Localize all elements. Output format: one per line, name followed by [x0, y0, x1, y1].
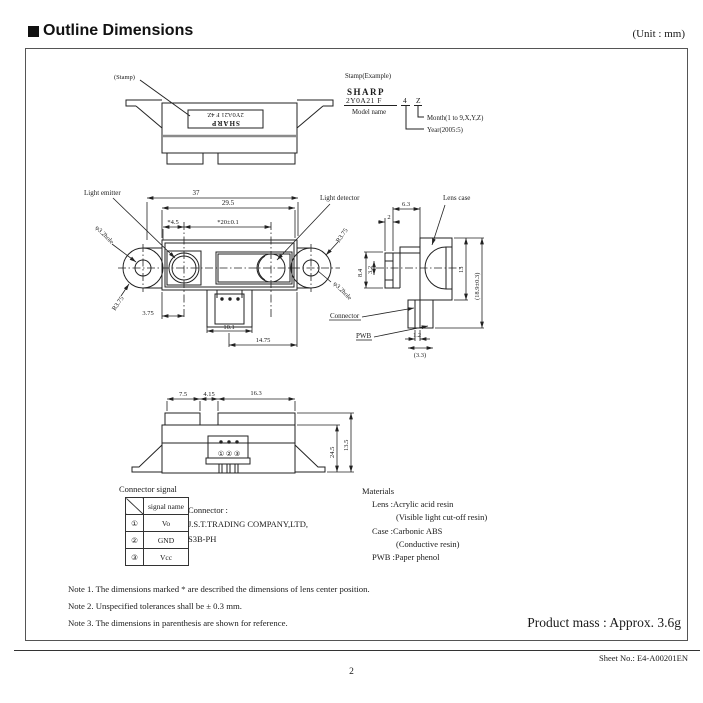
year-note: Year(2005:5)	[427, 127, 463, 134]
connector-info	[188, 503, 308, 546]
materials-line: (Conductive resin)	[396, 538, 460, 549]
stamp-logo: SHARP	[211, 119, 240, 127]
connector-company: J.S.T.TRADING COMPANY,LTD,	[188, 519, 308, 530]
materials-line: (Visible light cut-off resin)	[396, 512, 488, 523]
pin-3-mark: ③	[233, 450, 241, 458]
stamp-label: (Stamp)	[114, 74, 135, 81]
sheet-number: Sheet No.: E4-A00201EN	[598, 653, 688, 663]
model-name-label: Model name	[352, 109, 387, 116]
table-header-signal-name: signal name	[144, 498, 189, 515]
pin-number: ③	[126, 549, 144, 566]
radius-dim-right: R3.75	[334, 227, 350, 245]
dim-13: 13	[458, 266, 465, 273]
dim-37: 37	[192, 189, 200, 197]
materials-heading: Materials	[362, 486, 395, 496]
stamp-model: 2Y0A21 F 4Z	[207, 111, 244, 118]
pin-number: ②	[126, 532, 144, 549]
product-mass: Product mass : Approx. 3.6g	[527, 615, 681, 630]
pwb-pointer-label: PWB	[356, 332, 372, 340]
materials-line: Case :Carbonic ABS	[372, 525, 443, 536]
signal-name: Vo	[144, 515, 189, 532]
note-2: Note 2. Unspecified tolerances shall be ± 0.3 mm.	[68, 600, 242, 611]
light-emitter-label: Light emitter	[84, 189, 121, 197]
signal-name: GND	[144, 532, 189, 549]
month-code: Z	[416, 96, 421, 105]
table-row	[126, 549, 189, 566]
page-title: Outline Dimensions	[43, 22, 194, 39]
note-3: Note 3. The dimensions in parenthesis are shown for reference.	[68, 617, 288, 628]
stamp-example	[344, 73, 483, 134]
dim-3-75: 3.75	[142, 310, 154, 317]
side-view	[329, 205, 484, 348]
dim-3-3: (3.3)	[413, 352, 427, 359]
model-code: 2Y0A21 F	[346, 96, 382, 105]
dim-4-15: 4.15	[203, 391, 215, 398]
connector-part: S3B-PH	[188, 533, 217, 544]
dim-10-1: 10.1	[223, 324, 235, 331]
radius-dim-left: R3.75	[110, 295, 126, 313]
pin-2-mark: ②	[225, 450, 233, 458]
notes-block	[68, 581, 370, 632]
hole-dim-right: φ3.2hole	[331, 280, 353, 302]
unit-note: (Unit : mm)	[632, 28, 685, 40]
dim-4-5: *4.5	[167, 219, 179, 226]
materials-block	[362, 485, 487, 564]
year-code: 4	[403, 96, 407, 105]
pin-number: ①	[126, 515, 144, 532]
hole-dim-left: φ3.2hole	[93, 224, 115, 246]
dim-2: 2	[387, 214, 391, 221]
connector-signal-heading: Connector signal	[119, 484, 177, 494]
back-view	[132, 399, 354, 473]
connector-label: Connector :	[188, 505, 228, 515]
materials-line: Lens :Acrylic acid resin	[372, 499, 454, 510]
page-number: 2	[349, 667, 354, 677]
pin-1-mark: ①	[217, 450, 225, 458]
table-row	[126, 515, 189, 532]
dim-20: *20±0.1	[217, 219, 239, 226]
table-row	[126, 532, 189, 549]
device-stamp-text	[207, 111, 244, 127]
footer-divider	[14, 650, 700, 651]
dim-24-5: 24.5	[329, 446, 336, 458]
dim-29-5: 29.5	[221, 199, 235, 207]
lens-case-label: Lens case	[443, 194, 471, 202]
sharp-logo: SHARP	[347, 87, 386, 97]
dim-3-2: 3.2	[367, 265, 374, 274]
dim-18-9: (18.9±0.3)	[474, 272, 481, 300]
dim-1-2: 1.2	[412, 332, 422, 339]
dim-8-4: 8.4	[357, 268, 364, 277]
dim-13-5: 13.5	[343, 439, 350, 451]
dim-7-5: 7.5	[178, 391, 188, 398]
light-detector-label: Light detector	[320, 194, 360, 202]
note-1: Note 1. The dimensions marked * are described the dimensions of lens center position.	[68, 584, 370, 594]
connector-signal-table	[125, 497, 189, 566]
dim-6-3: 6.3	[401, 201, 411, 208]
month-note: Month(1 to 9,X,Y,Z)	[427, 115, 484, 122]
dim-14-75: 14.75	[255, 337, 271, 344]
stamp-example-title: Stamp(Example)	[345, 73, 392, 80]
materials-line: PWB :Paper phenol	[372, 551, 440, 562]
dim-16-3: 16.3	[250, 390, 262, 397]
connector-pointer-label: Connector	[330, 312, 360, 320]
table-diagonal-cell	[126, 498, 144, 515]
signal-name: Vcc	[144, 549, 189, 566]
